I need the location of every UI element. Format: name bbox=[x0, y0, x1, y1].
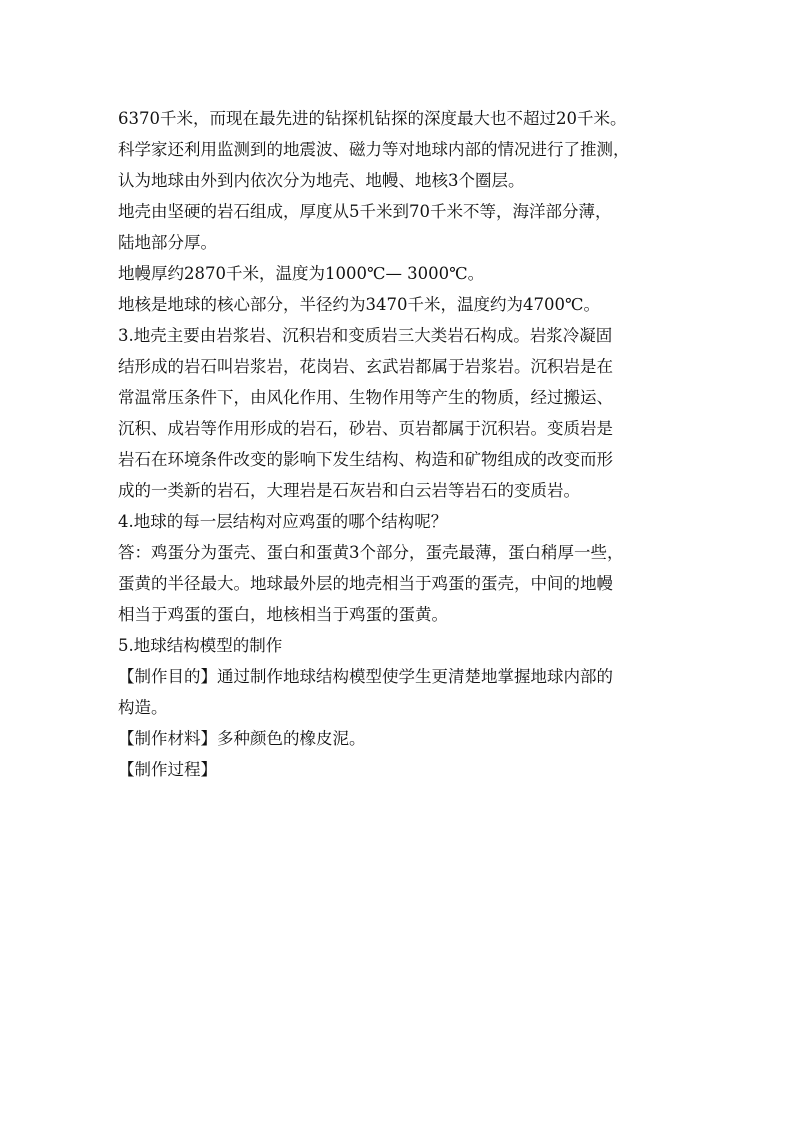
text-line: 岩石在环境条件改变的影响下发生结构、构造和矿物组成的改变而形 bbox=[118, 450, 613, 469]
text-line: 5.地球结构模型的制作 bbox=[118, 636, 283, 655]
text-line: 科学家还利用监测到的地震波、磁力等对地球内部的情况进行了推测， bbox=[118, 140, 630, 159]
text-line: 陆地部分厚。 bbox=[118, 233, 217, 252]
document-body bbox=[118, 103, 690, 785]
text-line: 常温常压条件下，由风化作用、生物作用等产生的物质，经过搬运、 bbox=[118, 388, 613, 407]
text-line: 构造。 bbox=[118, 698, 168, 717]
text-line: 3.地壳主要由岩浆岩、沉积岩和变质岩三大类岩石构成。岩浆冷凝固 bbox=[118, 326, 613, 345]
text-line: 地核是地球的核心部分，半径约为3470千米，温度约为4700℃。 bbox=[118, 295, 600, 314]
text-line: 【制作材料】多种颜色的橡皮泥。 bbox=[118, 729, 366, 748]
text-line: 答：鸡蛋分为蛋壳、蛋白和蛋黄3个部分，蛋壳最薄，蛋白稍厚一些， bbox=[118, 543, 624, 562]
text-line: 地幔厚约2870千米，温度为1000℃— 3000℃。 bbox=[118, 264, 485, 283]
text-line: 4.地球的每一层结构对应鸡蛋的哪个结构呢？ bbox=[118, 512, 448, 531]
text-line: 结形成的岩石叫岩浆岩，花岗岩、玄武岩都属于岩浆岩。沉积岩是在 bbox=[118, 357, 613, 376]
text-line: 蛋黄的半径最大。地球最外层的地壳相当于鸡蛋的蛋壳，中间的地幔 bbox=[118, 574, 613, 593]
text-line: 成的一类新的岩石，大理岩是石灰岩和白云岩等岩石的变质岩。 bbox=[118, 481, 580, 500]
text-line: 地壳由坚硬的岩石组成，厚度从5千米到70千米不等，海洋部分薄， bbox=[118, 202, 612, 221]
text-line: 相当于鸡蛋的蛋白，地核相当于鸡蛋的蛋黄。 bbox=[118, 605, 448, 624]
text-line: 【制作过程】 bbox=[118, 760, 217, 779]
text-line: 6370千米，而现在最先进的钻探机钻探的深度最大也不超过20千米。 bbox=[118, 109, 627, 128]
text-line: 认为地球由外到内依次分为地壳、地幔、地核3个圈层。 bbox=[118, 171, 525, 190]
text-line: 沉积、成岩等作用形成的岩石，砂岩、页岩都属于沉积岩。变质岩是 bbox=[118, 419, 613, 438]
text-line: 【制作目的】通过制作地球结构模型使学生更清楚地掌握地球内部的 bbox=[118, 667, 613, 686]
